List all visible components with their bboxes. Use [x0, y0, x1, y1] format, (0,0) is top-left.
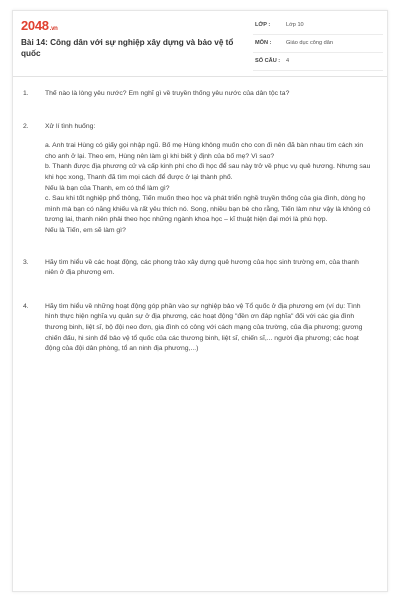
lesson-title: Bài 14: Công dân với sự nghiệp xây dựng và bảo vệ tổ quốc — [21, 38, 234, 58]
meta-row-subject — [253, 35, 383, 53]
situation-b: b. Thanh được địa phương cử và cấp kinh phí cho đi học để sau này trở về phục vụ quê hương. Nhưng sau khi học xong, Thanh đã tìm mọi cách để được ở lại thành phố. — [45, 163, 371, 181]
situation-b-question: Nếu là bạn của Thanh, em có thể làm gì? — [45, 184, 170, 192]
question-text: Thế nào là lòng yêu nước? Em nghĩ gì về truyền thống yêu nước của dân tộc ta? — [45, 90, 290, 97]
meta-label-count: SỐ CÂU : — [255, 58, 281, 64]
worksheet-header — [13, 11, 387, 77]
question-text: Hãy tìm hiểu về những hoạt động góp phần vào sự nghiệp bảo vệ Tổ quốc ở địa phương em (ví dụ: Tình hình thực hiện nghĩa vụ quân sự ở địa phương, các hoạt động "đền ơn đáp nghĩa" đối với các gia đình thương binh, liệt sĩ, bộ đội neo đơn, gia đình có công với cách mạng của trường, của địa phương; gương chiến đấu, hi sinh để bảo vệ tổ quốc của các thương binh, liệt sĩ, chiến sĩ,... người địa phương; các hoạt động của đội dân phòng, tổ an ninh địa phương,...) — [45, 302, 363, 353]
meta-table — [253, 17, 383, 71]
situation-a: a. Anh trai Hùng có giấy gọi nhập ngũ. Bố mẹ Hùng không muốn cho con đi nên đã bàn nhau tìm cách xin cho anh ở lại. Theo em, Hùng nên làm gì khi biết ý định của bố mẹ? Vì sao? — [45, 142, 364, 160]
meta-row-class — [253, 17, 383, 35]
question-text: Hãy tìm hiểu về các hoạt động, các phong trào xây dựng quê hương của học sinh trường em, của thanh niên ở địa phương em. — [45, 258, 359, 277]
meta-label-class: LỚP : — [255, 22, 271, 28]
meta-label-subject: MÔN : — [255, 40, 272, 46]
worksheet-page — [12, 10, 388, 592]
situation-c-question: Nếu là Tiến, em sẽ làm gì? — [45, 226, 126, 234]
question-4 — [21, 302, 373, 355]
meta-value-class: Lớp 10 — [286, 22, 304, 28]
questions-list — [21, 89, 373, 355]
site-logo[interactable] — [21, 18, 58, 33]
question-3 — [21, 258, 373, 279]
meta-value-subject: Giáo dục công dân — [286, 40, 333, 46]
question-number: 2. — [23, 122, 29, 130]
question-number: 1. — [23, 90, 29, 97]
question-number: 4. — [23, 302, 29, 310]
question-intro: Xử lí tình huống: — [45, 122, 96, 130]
situation-c: c. Sau khi tốt nghiệp phổ thông, Tiến muốn theo học và phát triển nghề truyền thống của gia đình, dòng họ mình mà bạn có năng khiếu và rất yêu thích nó. Song, nhiều bạn bè cho rằng, Tiến làm như vậy là không có tương lai, thanh niên phải theo học những ngành khoa học – kĩ thuật hiện đại mới là phù hợp. — [45, 195, 371, 224]
question-number: 3. — [23, 258, 29, 266]
question-2 — [21, 122, 373, 237]
meta-value-count: 4 — [286, 58, 290, 64]
logo-number: 2048 — [21, 18, 49, 33]
logo-tld: .vn — [49, 26, 58, 32]
meta-row-count — [253, 53, 383, 71]
question-1 — [21, 89, 373, 100]
